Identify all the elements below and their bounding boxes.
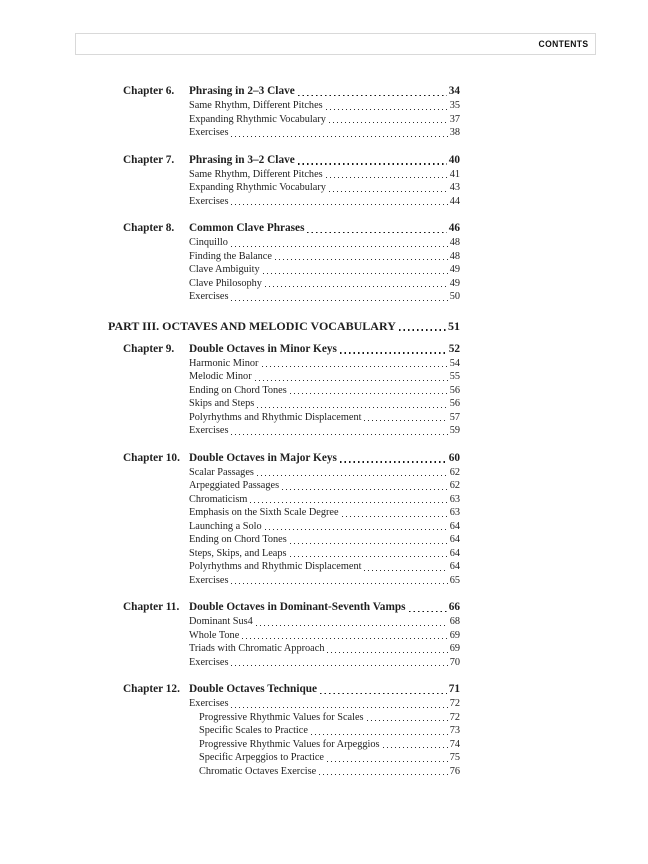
toc-chapter-group <box>123 342 460 438</box>
dot-leader <box>231 665 447 666</box>
page-number: 35 <box>449 100 460 111</box>
page-number: 62 <box>449 480 460 491</box>
chapter-label: Chapter 7. <box>123 153 175 166</box>
toc-subentry <box>189 168 460 182</box>
toc-subentry <box>189 290 460 304</box>
page-number: 37 <box>449 113 460 125</box>
dot-leader <box>340 461 447 463</box>
dot-leader <box>327 761 448 762</box>
dot-leader <box>275 259 448 260</box>
dot-leader <box>231 136 447 137</box>
dot-leader <box>256 625 448 626</box>
subentry-title: Progressive Rhythmic Values for Arpeggios <box>199 738 380 750</box>
subentry-title: Exercises <box>189 656 229 668</box>
page-number: 64 <box>449 520 460 532</box>
subentry-title: Harmonic Minor <box>189 357 259 369</box>
toc-subentry <box>189 99 460 113</box>
subentry-title: Finding the Balance <box>189 250 272 262</box>
dot-leader <box>364 420 447 421</box>
subentry-title: Polyrhythms and Rhythmic Displacement <box>189 411 362 423</box>
page-number: 34 <box>448 85 460 97</box>
toc-subentry <box>189 629 460 643</box>
page-number: 69 <box>449 629 460 641</box>
subentry-title: Exercises <box>189 291 229 302</box>
subentry-title: Exercises <box>189 425 229 436</box>
dot-leader <box>307 232 446 234</box>
dot-leader <box>329 191 448 192</box>
page-number: 65 <box>449 574 460 586</box>
subentry-title: Skips and Steps <box>189 398 255 409</box>
toc-chapter-entry <box>123 342 460 357</box>
page-number: 41 <box>449 168 460 180</box>
subentry-title: Same Rhythm, Different Pitches <box>189 168 323 180</box>
subentry-title: Specific Scales to Practice <box>199 725 308 736</box>
page-number: 64 <box>449 561 460 572</box>
chapter-label: Chapter 9. <box>123 342 175 355</box>
dot-leader <box>383 747 448 748</box>
dot-leader <box>263 273 448 274</box>
toc-chapter-group <box>123 84 460 140</box>
page-number: 66 <box>448 601 460 613</box>
page-number: 38 <box>449 127 460 138</box>
subentry-title: Exercises <box>189 127 229 138</box>
chapter-title: Double Octaves in Minor Keys <box>189 342 337 355</box>
toc-subentry <box>189 547 460 561</box>
toc-subentry <box>199 724 460 738</box>
dot-leader <box>326 177 448 178</box>
dot-leader <box>231 300 447 301</box>
toc-subentry <box>189 277 460 291</box>
toc-subentry <box>189 520 460 534</box>
subentry-title: Triads with Chromatic Approach <box>189 643 325 654</box>
subentry-title: Cinquillo <box>189 237 228 248</box>
page-number: 69 <box>449 643 460 654</box>
toc-subentry <box>189 181 460 195</box>
running-head-contents: CONTENTS <box>538 38 588 50</box>
page-number: 62 <box>449 466 460 478</box>
toc-subentry <box>189 615 460 629</box>
chapter-title: Double Octaves in Major Keys <box>189 451 337 464</box>
subentry-title: Exercises <box>189 698 229 709</box>
page-number: 64 <box>449 534 460 545</box>
subentry-title: Chromatic Octaves Exercise <box>199 765 317 777</box>
toc-subentry <box>189 533 460 547</box>
dot-leader <box>265 286 448 287</box>
page-number: 48 <box>449 250 460 262</box>
page-number: 73 <box>449 725 460 736</box>
dot-leader <box>342 516 448 517</box>
chapter-label: Chapter 11. <box>123 601 180 613</box>
page-number: 57 <box>449 411 460 423</box>
page-number: 44 <box>449 195 460 207</box>
toc-subentry <box>189 126 460 140</box>
dot-leader <box>327 652 447 653</box>
toc-chapter-group <box>123 600 460 669</box>
page-number: 63 <box>449 507 460 518</box>
page-number: 72 <box>449 711 460 723</box>
dot-leader <box>311 734 448 735</box>
chapter-title: Common Clave Phrases <box>189 222 305 234</box>
dot-leader <box>319 774 447 775</box>
toc-subentry <box>189 466 460 480</box>
toc-subentry <box>189 113 460 127</box>
toc-subentry <box>189 411 460 425</box>
subentry-title: Exercises <box>189 195 229 207</box>
page-number: 60 <box>448 451 460 464</box>
dot-leader <box>329 122 448 123</box>
dot-leader <box>298 163 447 165</box>
subentry-title: Dominant Sus4 <box>189 616 253 627</box>
toc-subentry <box>199 738 460 752</box>
toc-subentry <box>189 574 460 588</box>
page-number: 50 <box>449 291 460 302</box>
toc-subentry <box>189 263 460 277</box>
toc-chapter-group <box>123 451 460 588</box>
toc-subentry <box>189 697 460 711</box>
page-number: 56 <box>449 384 460 396</box>
page-number: 43 <box>449 182 460 193</box>
dot-leader <box>399 329 446 331</box>
toc-subentry <box>189 357 460 371</box>
subentry-title: Expanding Rhythmic Vocabulary <box>189 113 326 125</box>
dot-leader <box>290 543 448 544</box>
dot-leader <box>257 407 447 408</box>
dot-leader <box>265 529 448 530</box>
toc-chapter-entry <box>123 84 460 99</box>
dot-leader <box>231 246 448 247</box>
toc-subentry <box>199 711 460 725</box>
dot-leader <box>262 366 448 367</box>
toc-list <box>108 84 460 778</box>
page-number: 74 <box>449 738 460 750</box>
dot-leader <box>255 380 448 381</box>
page-number: 49 <box>449 277 460 289</box>
subentry-title: Ending on Chord Tones <box>189 534 287 545</box>
dot-leader <box>250 502 447 503</box>
toc-subentry <box>199 751 460 765</box>
chapter-title: Phrasing in 2–3 Clave <box>189 85 295 97</box>
chapter-label: Chapter 12. <box>123 683 180 695</box>
chapter-label: Chapter 8. <box>123 222 175 234</box>
subentry-title: Whole Tone <box>189 629 240 641</box>
toc-chapter-entry <box>123 682 460 697</box>
toc-subentry <box>189 236 460 250</box>
dot-leader <box>340 352 447 354</box>
dot-leader <box>364 570 447 571</box>
dot-leader <box>326 109 448 110</box>
toc-subentry <box>189 384 460 398</box>
toc-chapter-group <box>123 221 460 304</box>
page-number: 71 <box>448 683 460 695</box>
toc-chapter-entry <box>123 221 460 236</box>
dot-leader <box>320 693 447 695</box>
dot-leader <box>409 611 447 613</box>
subentry-title: Exercises <box>189 574 229 586</box>
page-number: 48 <box>449 237 460 248</box>
page-number: 64 <box>449 547 460 559</box>
toc-chapter-entry <box>123 600 460 615</box>
subentry-title: Scalar Passages <box>189 466 254 478</box>
page-number: 59 <box>449 425 460 436</box>
toc-chapter-entry <box>123 153 460 168</box>
page-number: 68 <box>449 616 460 627</box>
toc-subentry <box>189 560 460 574</box>
page-header-rule <box>75 33 596 55</box>
page-number: 54 <box>449 357 460 369</box>
toc-subentry <box>189 479 460 493</box>
page-number: 76 <box>449 765 460 777</box>
toc-subentry <box>189 642 460 656</box>
chapter-title: Double Octaves Technique <box>189 683 318 695</box>
chapter-label: Chapter 10. <box>123 451 180 464</box>
part-title: PART III. OCTAVES AND MELODIC VOCABULARY <box>108 318 396 333</box>
toc-subentry <box>189 424 460 438</box>
subentry-title: Specific Arpeggios to Practice <box>199 752 324 763</box>
toc-subentry <box>189 397 460 411</box>
subentry-title: Melodic Minor <box>189 371 252 382</box>
dot-leader <box>231 434 447 435</box>
toc-subentry <box>189 250 460 264</box>
page-number: 49 <box>449 264 460 275</box>
subentry-title: Clave Ambiguity <box>189 264 260 275</box>
toc-chapter-group <box>123 153 460 209</box>
chapter-title: Double Octaves in Dominant-Seventh Vamps <box>189 601 406 613</box>
page-number: 63 <box>449 493 460 505</box>
subentry-title: Arpeggiated Passages <box>189 480 280 491</box>
toc-chapter-group <box>123 682 460 778</box>
subentry-title: Expanding Rhythmic Vocabulary <box>189 182 326 193</box>
dot-leader <box>298 95 447 97</box>
subentry-title: Emphasis on the Sixth Scale Degree <box>189 507 339 518</box>
dot-leader <box>282 489 448 490</box>
page-number: 52 <box>448 342 460 355</box>
dot-leader <box>231 707 447 708</box>
toc-subentry <box>189 506 460 520</box>
subentry-title: Launching a Solo <box>189 520 262 532</box>
toc-subentry <box>189 370 460 384</box>
chapter-title: Phrasing in 3–2 Clave <box>189 153 295 166</box>
page-number: 51 <box>448 318 460 333</box>
dot-leader <box>290 556 448 557</box>
page-number: 75 <box>449 752 460 763</box>
subentry-title: Same Rhythm, Different Pitches <box>189 100 323 111</box>
page-number: 40 <box>448 153 460 166</box>
subentry-title: Chromaticism <box>189 493 248 505</box>
toc-subentry <box>189 195 460 209</box>
dot-leader <box>231 204 447 205</box>
toc-subentry <box>189 656 460 670</box>
page-number: 46 <box>448 222 460 234</box>
subentry-title: Clave Philosophy <box>189 277 262 289</box>
subentry-title: Polyrhythms and Rhythmic Displacement <box>189 561 362 572</box>
part-heading <box>108 318 460 334</box>
dot-leader <box>257 475 448 476</box>
dot-leader <box>290 393 448 394</box>
subentry-title: Ending on Chord Tones <box>189 384 287 396</box>
page-number: 70 <box>449 656 460 668</box>
page-number: 55 <box>449 371 460 382</box>
dot-leader <box>231 583 447 584</box>
page-number: 72 <box>449 698 460 709</box>
toc-subentry <box>199 765 460 779</box>
toc-subentry <box>189 493 460 507</box>
page-number: 56 <box>449 398 460 409</box>
subentry-title: Steps, Skips, and Leaps <box>189 547 287 559</box>
toc-chapter-entry <box>123 451 460 466</box>
dot-leader <box>367 720 448 721</box>
dot-leader <box>242 638 447 639</box>
subentry-title: Progressive Rhythmic Values for Scales <box>199 711 364 723</box>
chapter-label: Chapter 6. <box>123 85 175 97</box>
